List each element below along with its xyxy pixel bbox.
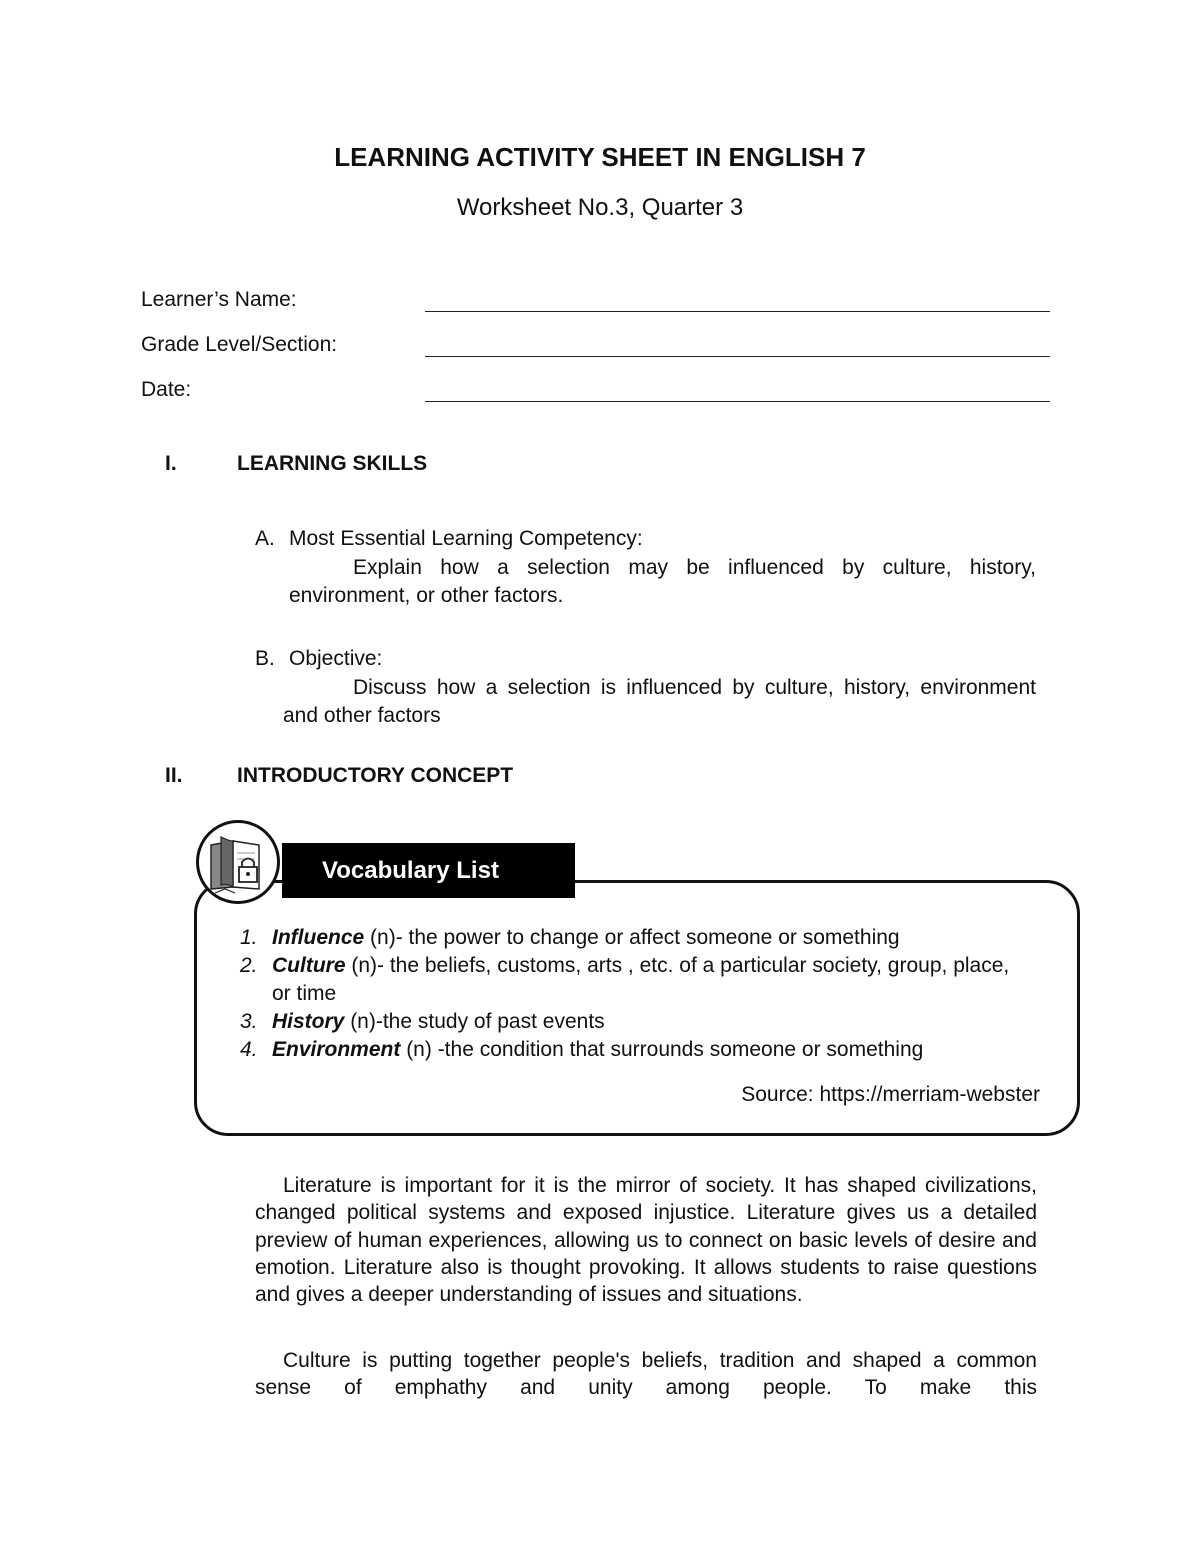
section-1-title: LEARNING SKILLS: [237, 452, 428, 475]
worksheet-subtitle: Worksheet No.3, Quarter 3: [456, 194, 744, 221]
section-2-title: INTRODUCTORY CONCEPT: [237, 764, 514, 787]
grade-section-label: Grade Level/Section:: [141, 333, 338, 356]
vocab-term: Influence: [272, 926, 365, 949]
vocab-definition: - the power to change or affect someone or something: [395, 926, 900, 949]
item-b-letter: B.: [255, 647, 275, 670]
book-lock-icon: [196, 820, 280, 904]
vocab-pos: (n): [344, 1010, 376, 1033]
list-item: [240, 1008, 1040, 1036]
body-paragraph-2: Culture is putting together people's beliefs, tradition and shaped a common sense of emphathy and unity among people. To make this: [255, 1349, 1037, 1400]
vocab-definition: -the condition that surrounds someone or something: [431, 1038, 924, 1061]
page-title: LEARNING ACTIVITY SHEET IN ENGLISH 7: [334, 142, 866, 172]
list-item-number: 3.: [240, 1010, 258, 1033]
vocab-pos: (n): [345, 954, 377, 977]
date-line[interactable]: [425, 401, 1050, 402]
vocabulary-banner: [282, 843, 575, 898]
objective-heading: Objective:: [289, 647, 383, 670]
grade-section-line[interactable]: [425, 356, 1050, 357]
learner-name-label: Learner’s Name:: [141, 288, 297, 311]
vocab-definition: - the beliefs, customs, arts , etc. of a particular society, group, place, or time: [272, 954, 1010, 1005]
list-item: [240, 952, 1040, 1008]
section-1-number: I.: [165, 452, 177, 475]
list-item-number: 1.: [240, 926, 258, 949]
vocab-definition: -the study of past events: [375, 1010, 605, 1033]
competency-heading: Most Essential Learning Competency:: [289, 527, 643, 550]
body-paragraph-1: Literature is important for it is the mirror of society. It has shaped civilizations, changed political systems and exposed injustice. Literature gives us a detailed preview of human experiences, allowing us to connect on basic levels of desire and emotion. Literature also is thought provoking. It allows students to raise questions and gives a deeper understanding of issues and situations.: [255, 1174, 1037, 1307]
vocabulary-banner-label: Vocabulary List: [322, 856, 499, 884]
vocab-term: Environment: [272, 1038, 401, 1061]
item-a-letter: A.: [255, 527, 275, 550]
vocab-term: Culture: [272, 954, 346, 977]
vocab-pos: (n): [400, 1038, 432, 1061]
list-item-number: 4.: [240, 1038, 258, 1061]
vocab-pos: (n): [364, 926, 396, 949]
vocabulary-list: [240, 924, 1040, 1064]
competency-text: Explain how a selection may be influenced by culture, history, environment, or other factors.: [289, 556, 1036, 607]
learner-name-line[interactable]: [425, 311, 1050, 312]
objective-text: Discuss how a selection is influenced by culture, history, environment and other factors: [283, 676, 1036, 727]
date-label: Date:: [141, 378, 192, 401]
section-2-number: II.: [165, 764, 183, 787]
vocab-term: History: [272, 1010, 345, 1033]
list-item: [240, 924, 1040, 952]
list-item-number: 2.: [240, 954, 258, 977]
vocabulary-source: Source: https://merriam-webster: [741, 1083, 1040, 1106]
list-item: [240, 1036, 1040, 1064]
